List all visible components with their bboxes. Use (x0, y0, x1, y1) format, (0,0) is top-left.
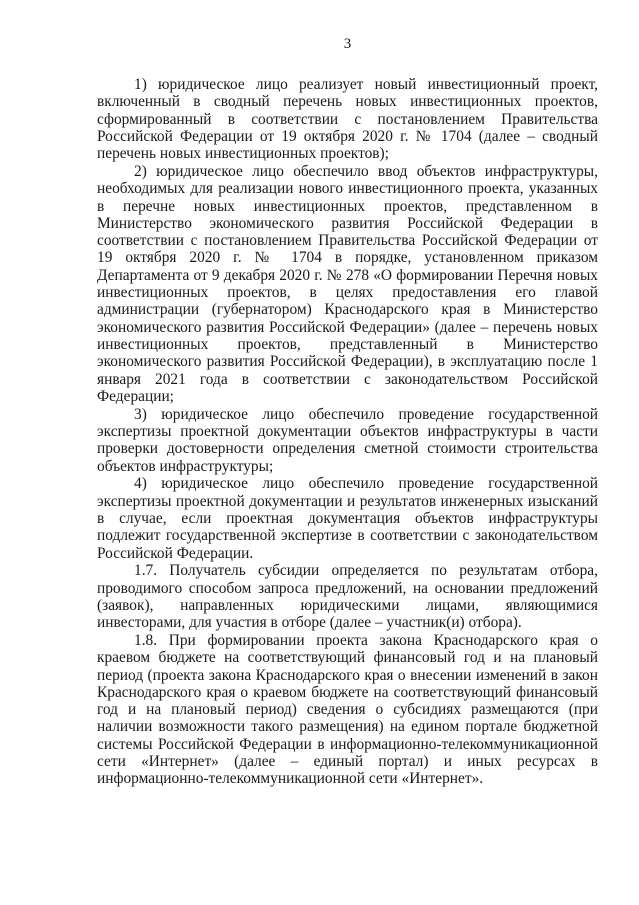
paragraph-item-4: 4) юридическое лицо обеспечило проведение государственной экспертизы проектной документации и результатов инженерных изысканий в случае, если проектная документация объектов инфраструктуры подлежит государственной экспертизе в соответствии с законодательством Российской Федерации. (97, 475, 598, 562)
paragraph-item-3: 3) юридическое лицо обеспечило проведение государственной экспертизы проектной документации объектов инфраструктуры в части проверки достоверности определения сметной стоимости строительства объектов инфраструктуры; (97, 405, 598, 475)
paragraph-item-1: 1) юридическое лицо реализует новый инвестиционный проект, включенный в сводный перечень новых инвестиционных проектов, сформированный в соответствии с постановлением Правительства Российской Федерации от 19 октября 2020 г. № 1704 (далее – сводный перечень новых инвестиционных проектов); (97, 76, 598, 163)
paragraph-1-8: 1.8. При формировании проекта закона Краснодарского края о краевом бюджете на соответствующий финансовый год и на плановый период (проекта закона Краснодарского края о внесении изменений в закон Краснодарского края о краевом бюджете на соответствующий финансовый год и на плановый период) сведения о субсидиях размещаются (при наличии возможности такого размещения) на едином портале бюджетной системы Российской Федерации в информационно-телекоммуникационной сети «Интернет» (далее – единый портал) и иных ресурсах в информационно-телекоммуникационной сети «Интернет». (97, 632, 598, 788)
paragraph-item-2: 2) юридическое лицо обеспечило ввод объектов инфраструктуры, необходимых для реализации нового инвестиционного проекта, указанных в перечне новых инвестиционных проектов, представленном в Министерство экономического развития Российской Федерации в соответствии с постановлением Правительства Российской Федерации от 19 октября 2020 г. № 1704 в порядке, установленном приказом Департамента от 9 декабря 2020 г. № 278 «О формировании Перечня новых инвестиционных проектов, в целях предоставления его главой администрации (губернатором) Краснодарского края в Министерство экономического развития Российской Федерации» (далее – перечень новых инвестиционных проектов, представленный в Министерство экономического развития Российской Федерации), в эксплуатацию после 1 января 2021 года в соответствии с законодательством Российской Федерации; (97, 162, 598, 405)
page-number: 3 (343, 36, 352, 52)
paragraph-1-7: 1.7. Получатель субсидии определяется по результатам отбора, проводимого способом запроса предложений, на основании предложений (заявок), направленных юридическими лицами, являющимися инвесторами, для участия в отборе (далее – участник(и) отбора). (97, 562, 598, 632)
